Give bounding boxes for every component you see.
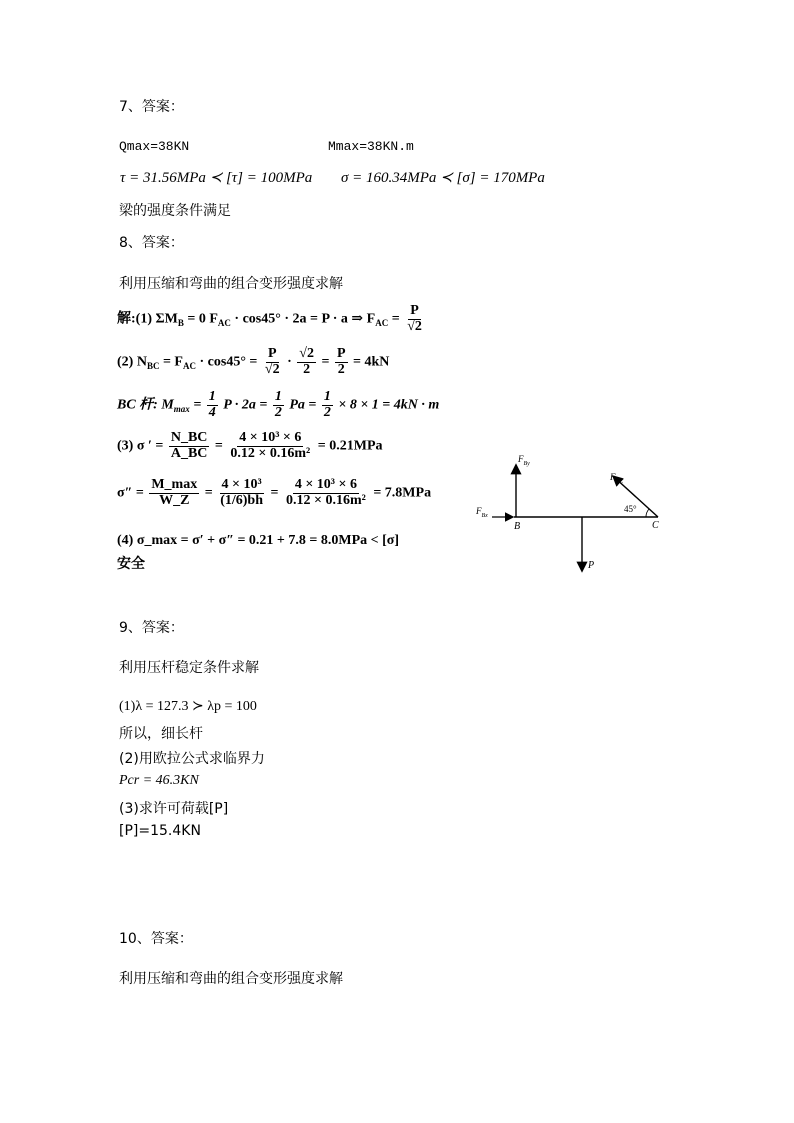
q9-line3: (2)用欧拉公式求临界力 [119,751,265,767]
q8-step3b-prefix: σ″ = [117,485,144,501]
q9-line5: (3)求许可荷载[P] [119,801,229,817]
point-c-label: C [652,520,659,531]
q8-step1-sub: B [177,318,184,329]
q8-step3-den1: A_BC [170,445,208,461]
p-label: P [588,560,595,571]
q8-step-bc-prefix: BC 杆: M [117,397,174,413]
q8-step4: (4) σ_max = σ′ + σ″ = 0.21 + 7.8 = 8.0MPa < [σ] [117,533,400,548]
q8-step2-frac3 [335,347,348,377]
q8-step-bc-num3: 1 [323,389,331,404]
q9-line4: Pcr = 46.3KN [119,773,199,788]
q8-step3b-end: = 7.8MPa [373,485,432,501]
q8-step2-num3: P [336,346,346,361]
q7-mmax: Mmax=38KN.m [328,139,414,154]
q8-step-bc-sub: max [173,404,190,415]
q8-step-bc-num2: 1 [274,389,282,404]
q8-step3b-frac3 [284,478,368,508]
q8-step3b-den1: W_Z [159,492,190,508]
q8-safe: 安全 [117,557,145,572]
q8-step2-den1: √2 [264,361,280,377]
q8-step1-sub2: AC [217,318,231,329]
q8-step2-frac1 [263,347,282,377]
q8-step2-dot: · [287,354,292,370]
q8-step2-sub2: AC [182,361,196,372]
q7-tau: τ = 31.56MPa ≺ [τ] = 100MPa [120,170,313,186]
q7-conclusion: 梁的强度条件满足 [119,203,231,219]
q8-step1-den: √2 [407,318,422,334]
q8-step2-den3: 2 [337,361,345,377]
q8-step3-end: = 0.21MPa [317,438,383,454]
q8-step1-body: = 0 F [187,311,218,327]
q8-step2-den2: 2 [303,361,311,377]
q8-step1-frac [405,304,424,334]
q8-step-bc-den2: 2 [274,404,282,420]
free-body-diagram [470,448,670,578]
q9-line6: [P]=15.4KN [119,823,201,839]
q9-line1: (1)λ = 127.3 ≻ λp = 100 [119,699,257,714]
q8-step3-frac2 [228,431,312,461]
q8-step1-sub3: AC [375,318,389,329]
q8-step2-tail: · cos45° = [199,354,258,370]
q8-step1-num: P [410,303,419,318]
q8-step3b-den2: (1/6)bh [220,492,263,508]
q8-step2-eq: = [321,354,330,370]
angle-arc [646,509,649,517]
q8-step3-prefix: (3) σ ′ = [117,438,164,454]
q8-step-bc-frac1 [207,390,218,420]
q8-step-bc-mid2: Pa = [289,397,317,413]
q8-step3b-num1: M_max [151,477,198,492]
q8-step2-num2: √2 [299,346,314,361]
q8-step2-prefix: (2) N [117,354,147,370]
q8-step-bc-den3: 2 [323,404,331,420]
q8-step-bc-end: × 8 × 1 = 4kN · m [338,397,440,413]
q8-step-bc-den1: 4 [208,404,216,420]
f-by-label: $F_{By}$ [518,454,530,467]
q8-step3b-eq: = [204,485,213,501]
q8-step-bc-frac3 [322,390,333,420]
q8-step3-frac1 [169,431,210,461]
q10-method: 利用压缩和弯曲的组合变形强度求解 [119,971,343,987]
q9-method: 利用压杆稳定条件求解 [119,660,259,676]
q7-heading: 7、答案： [119,99,184,115]
q8-step3-den2: 0.12 × 0.16m² [230,445,311,461]
q8-step3b-den3: 0.12 × 0.16m² [285,492,366,508]
q8-step3 [117,431,383,461]
q8-step3-eq: = [214,438,223,454]
q8-step2 [117,347,389,377]
q8-step1-prefix: 解:(1) ΣM [117,311,178,327]
q8-step3b-num2: 4 × 10³ [221,477,262,492]
q8-step-bc-mid: P · 2a = [223,397,268,413]
q9-heading: 9、答案： [119,620,184,636]
q8-step3-num1: N_BC [170,430,208,445]
q8-step-bc-eq: = [193,397,202,413]
f-bx-label: $F_{Bx}$ [476,506,488,519]
q8-step2-num1: P [267,346,277,361]
q8-step1 [117,304,426,334]
f-ac-label: $F_{AC}$ [610,472,624,485]
q8-step3b-num3: 4 × 10³ × 6 [294,477,357,492]
q8-step2-mid: = F [162,354,183,370]
q8-step2-sub: BC [146,361,160,372]
q9-line2: 所以，细长杆 [119,726,203,742]
q8-step2-frac2 [297,347,316,377]
q8-step3-num2: 4 × 10³ × 6 [239,430,302,445]
q8-method: 利用压缩和弯曲的组合变形强度求解 [119,276,343,292]
q8-step-bc-num1: 1 [208,389,216,404]
q8-step1-tail: · cos45° · 2a = P · a ⇒ F [234,311,376,327]
q8-step3b-frac1 [149,478,199,508]
q8-step3b-eq2: = [270,485,279,501]
q8-step-bc [117,390,439,420]
q7-qmax: Qmax=38KN [119,139,190,154]
angle-label: 45° [624,504,637,514]
q8-step2-end: = 4kN [353,354,390,370]
q10-heading: 10、答案： [119,931,193,947]
q8-step3b-frac2 [218,478,265,508]
q8-heading: 8、答案： [119,235,184,251]
q7-sigma: σ = 160.34MPa ≺ [σ] = 170MPa [341,170,545,186]
q8-step-bc-frac2 [273,390,284,420]
q8-step1-eq: = [391,311,400,327]
q8-step3b [117,478,431,508]
point-b-label: B [514,521,521,532]
